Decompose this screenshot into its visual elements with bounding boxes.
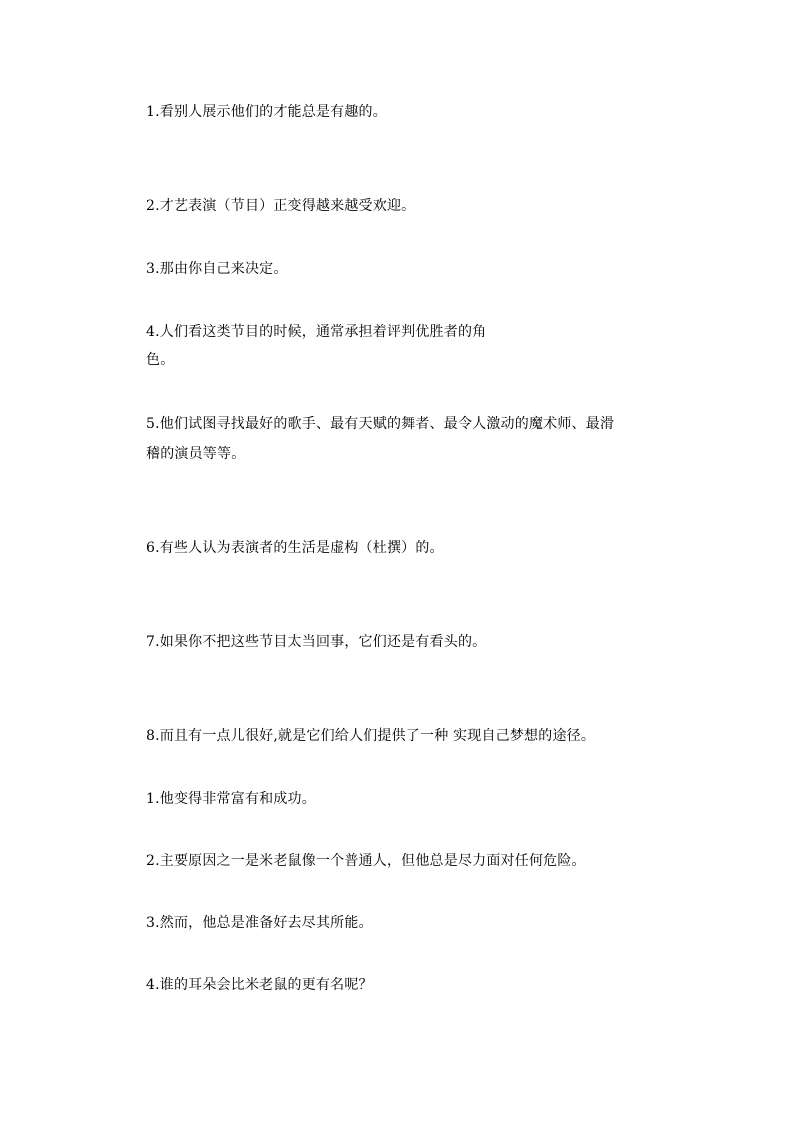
sentence-b4: 4.谁的耳朵会比米老鼠的更有名呢？ [146, 977, 373, 993]
sentence-7: 7.如果你不把这些节目太当回事，它们还是有看头的。 [146, 634, 487, 650]
sentence-1: 1.看别人展示他们的才能总是有趣的。 [146, 104, 387, 120]
sentence-8: 8.而且有一点儿很好,就是它们给人们提供了一种 实现自己梦想的途径。 [146, 728, 596, 744]
sentence-3: 3.那由你自己来决定。 [146, 261, 288, 277]
sentence-4-continuation: 色。 [146, 352, 175, 368]
sentence-b3: 3.然而，他总是准备好去尽其所能。 [146, 915, 373, 931]
sentence-b1: 1.他变得非常富有和成功。 [146, 791, 316, 807]
sentence-5: 5.他们试图寻找最好的歌手、最有天赋的舞者、最令人激动的魔术师、最滑 [146, 416, 615, 432]
sentence-2: 2.才艺表演（节目）正变得越来越受欢迎。 [146, 198, 416, 214]
sentence-5-continuation: 稽的演员等等。 [146, 446, 246, 462]
sentence-4: 4.人们看这类节目的时候，通常承担着评判优胜者的角 [146, 324, 487, 340]
sentence-b2: 2.主要原因之一是米老鼠像一个普通人，但他总是尽力面对任何危险。 [146, 853, 586, 869]
sentence-6: 6.有些人认为表演者的生活是虚构（杜撰）的。 [146, 540, 444, 556]
